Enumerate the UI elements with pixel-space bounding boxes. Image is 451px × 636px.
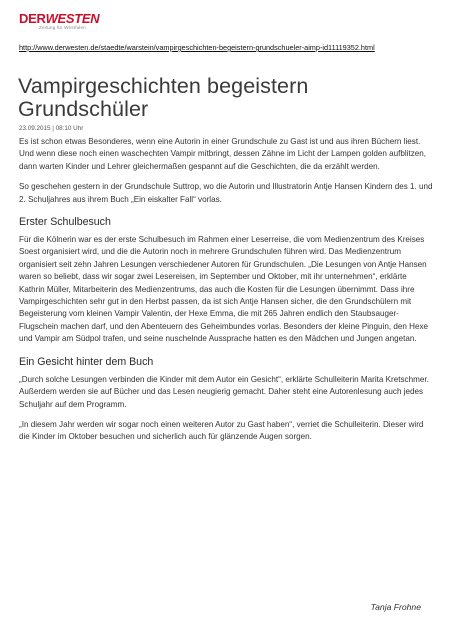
section-2-paragraph-2: „In diesem Jahr werden wir sogar noch einen weiteren Autor zu Gast haben“, verriet die Schulleiterin. Dieser wird die Kinder im Oktober besuchen und sicherlich auch für glänzende Augen sorgen. <box>19 419 424 442</box>
article-body <box>19 136 433 452</box>
article-date: 23.09.2015 | 08:10 Uhr <box>19 125 84 132</box>
section-heading-ein-gesicht: Ein Gesicht hinter dem Buch <box>19 355 154 368</box>
source-url-link[interactable]: http://www.derwesten.de/staedte/warstein/vampirgeschichten-begeistern-grundschueler-aimp-id11119352.html <box>19 43 375 52</box>
logo-tagline: Zeitung für Westfalen <box>39 25 86 30</box>
logo-wordmark <box>19 12 99 25</box>
intro-paragraph-2: So geschehen gestern in der Grundschule Suttrop, wo die Autorin und Illustratorin Antje Hansen Kindern des 1. und 2. Schuljahres aus ihrem Buch „Ein eiskalter Fall“ vorlas. <box>19 182 433 204</box>
logo-westen: WESTEN <box>45 11 100 26</box>
article-author: Tanja Frohne <box>370 602 421 612</box>
section-heading-erster-schulbesuch: Erster Schulbesuch <box>19 216 111 229</box>
section-2-paragraph-1: „Durch solche Lesungen verbinden die Kinder mit dem Autor ein Gesicht“, erklärte Schulleiterin Marita Kretschmer. Außerdem werden sie auf Bücher und das Lesen neugierig gemacht. Daher steht eine Autorenlesung auch jedes Schuljahr auf dem Programm. <box>19 374 429 409</box>
section-1-paragraph-1: Für die Kölnerin war es der erste Schulbesuch im Rahmen einer Leserreise, die vom Medienzentrum des Kreises Soest organisiert wird, und die die Autorin noch in mehrere Grundschulen führen wird. Das Medienzentrum organisiert seit zehn Jahren Lesungen verschiedener Autoren für Grundschulen. „Die Lesungen von Antje Hansen waren so beliebt, dass wir sogar zwei Lesereisen, im September und Oktober, mit ihr unternehmen“, erklärte Kathrin Müller, Mitarbeiterin des Medienzentrums, das auch die Kosten für die Lesungen übernimmt. Dass ihre Vampirgeschichten sehr gut in den Herbst passen, da ist sich Antje Hansen sicher, die den Grundschülern mit Begeisterung vom kleinen Vampir Valentin, der Hexe Emma, die mit 265 Jahren endlich den Staubsauger-Flugschein machen darf, und den Abenteuern des Geheimbundes vorlas. Besonders der kleine Pinguin, den Hexe und Vampir am Südpol trafen, und seine nuschelnde Aussprache hatten es den Mädchen und Jungen angetan. <box>19 235 428 344</box>
derwesten-logo[interactable] <box>19 12 99 31</box>
intro-paragraph-1: Es ist schon etwas Besonderes, wenn eine Autorin in einer Grundschule zu Gast ist und aus ihren Büchern liest. Und wenn diese noch einen waschechten Vampir mitbringt, dessen Zähne im Licht der Lampen golden aufblitzen, dann warten Kinder und Lehrer gleichermaßen gespannt auf die Geschichten, die da erzählt werden. <box>19 137 427 171</box>
logo-der: DER <box>19 11 46 26</box>
article-title: Vampirgeschichten begeistern Grundschüler <box>18 74 309 121</box>
